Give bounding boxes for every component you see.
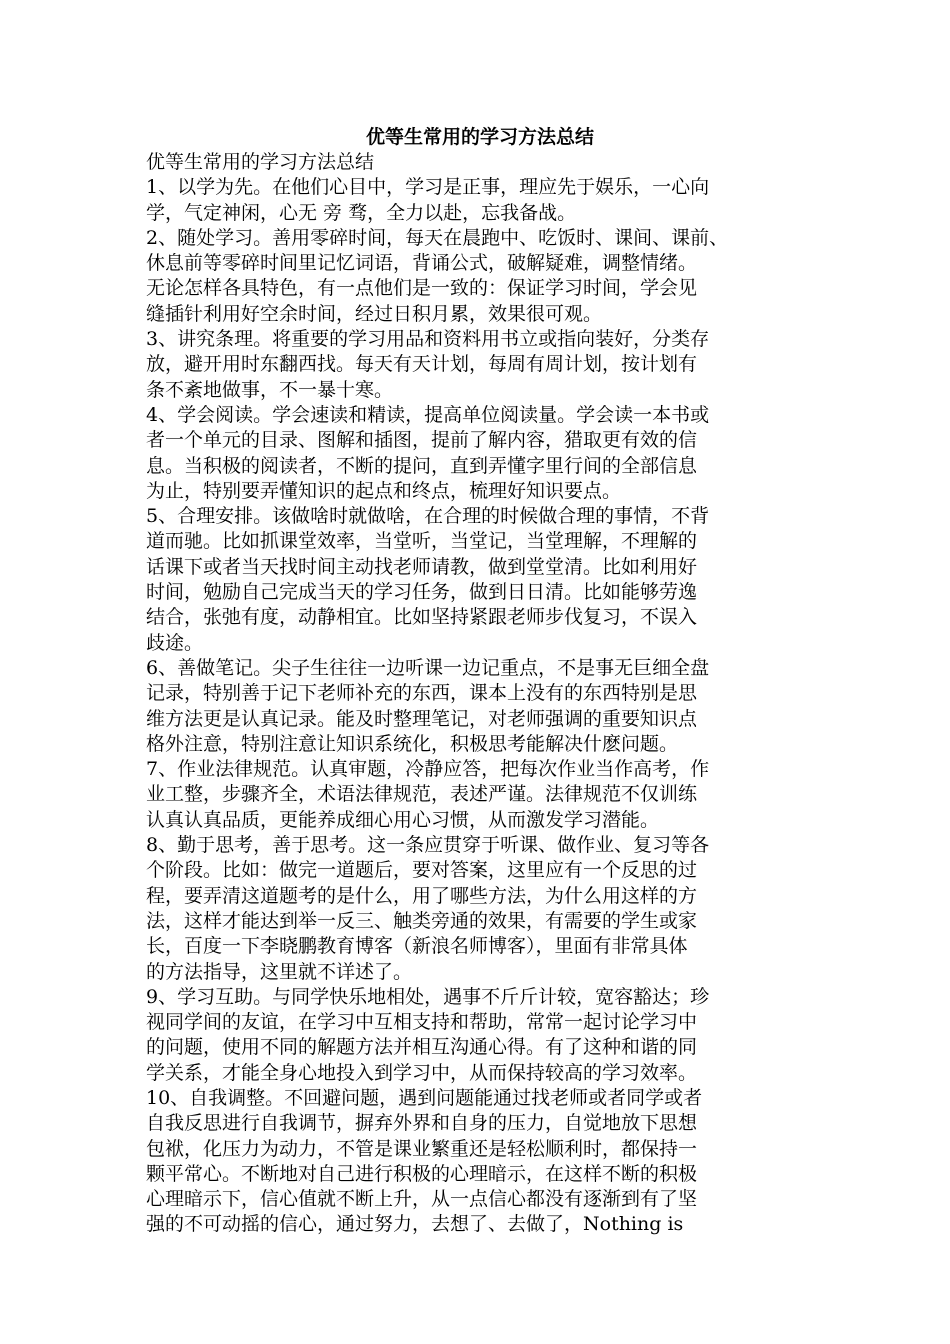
- body-line: 视同学间的友谊，在学习中互相支持和帮助，常常一起讨论学习中: [146, 1011, 698, 1034]
- document-page: [146, 124, 814, 1238]
- body-line: 学关系，才能全身心地投入到学习中，从而保持较高的学习效率。: [146, 1061, 698, 1084]
- body-line: 5、合理安排。该做啥时就做啥，在合理的时候做合理的事情，不背: [146, 505, 710, 528]
- body-line: 2、随处学习。善用零碎时间，每天在晨跑中、吃饭时、课间、课前、: [146, 226, 729, 249]
- body-line: 者一个单元的目录、图解和插图，提前了解内容，猎取更有效的信: [146, 429, 698, 452]
- body-line: 的方法指导，这里就不详述了。: [146, 960, 413, 983]
- body-line: 无论怎样各具特色，有一点他们是一致的：保证学习时间，学会见: [146, 277, 698, 300]
- body-line: 记录，特别善于记下老师补充的东西，课本上没有的东西特别是思: [146, 682, 698, 705]
- body-line: 10、自我调整。不回避问题，遇到问题能通过找老师或者同学或者: [146, 1086, 703, 1109]
- document-body: [146, 150, 814, 1238]
- body-line: 8、勤于思考，善于思考。这一条应贯穿于听课、做作业、复习等各: [146, 834, 710, 857]
- body-line: 时间，勉励自己完成当天的学习任务，做到日日清。比如能够劳逸: [146, 581, 698, 604]
- body-line: 缝插针利用好空余时间，经过日积月累，效果很可观。: [146, 302, 603, 325]
- body-line: 业工整，步骤齐全，术语法律规范，表述严谨。法律规范不仅训练: [146, 783, 698, 806]
- body-line: 1、以学为先。在他们心目中，学习是正事，理应先于娱乐，一心向: [146, 176, 710, 199]
- body-line: 6、善做笔记。尖子生往往一边听课一边记重点，不是事无巨细全盘: [146, 656, 710, 679]
- body-line: 休息前等零碎时间里记忆词语，背诵公式，破解疑难，调整情绪。: [146, 252, 698, 275]
- body-line: 程，要弄清这道题考的是什么，用了哪些方法，为什么用这样的方: [146, 884, 698, 907]
- body-line: 维方法更是认真记录。能及时整理笔记，对老师强调的重要知识点: [146, 707, 698, 730]
- body-line: 心理暗示下，信心值就不断上升，从一点信心都没有逐渐到有了坚: [146, 1188, 698, 1211]
- body-line: 强的不可动摇的信心，通过努力，去想了、去做了，Nothing is: [146, 1213, 684, 1236]
- body-line: 优等生常用的学习方法总结: [146, 151, 375, 173]
- body-line: 颗平常心。不断地对自己进行积极的心理暗示，在这样不断的积极: [146, 1162, 698, 1185]
- body-line: 息。当积极的阅读者，不断的提问，直到弄懂字里行间的全部信息: [146, 454, 698, 477]
- body-line: 3、讲究条理。将重要的学习用品和资料用书立或指向装好，分类存: [146, 328, 710, 351]
- body-line: 学，气定神闲，心无 旁 骛，全力以赴，忘我备战。: [146, 201, 577, 224]
- body-line: 为止，特别要弄懂知识的起点和终点，梳理好知识要点。: [146, 479, 622, 502]
- body-line: 自我反思进行自我调节，摒弃外界和自身的压力，自觉地放下思想: [146, 1112, 698, 1135]
- body-line: 放，避开用时东翻西找。每天有天计划，每周有周计划，按计划有: [146, 353, 698, 376]
- body-line: 法，这样才能达到举一反三、触类旁通的效果，有需要的学生或家: [146, 909, 698, 932]
- body-line: 认真认真品质，更能养成细心用心习惯，从而激发学习潜能。: [146, 808, 660, 831]
- body-line: 话课下或者当天找时间主动找老师请教，做到堂堂清。比如利用好: [146, 555, 698, 578]
- body-line: 个阶段。比如：做完一道题后，要对答案，这里应有一个反思的过: [146, 859, 698, 882]
- document-title: 优等生常用的学习方法总结: [365, 126, 594, 148]
- body-line: 条不紊地做事，不一暴十寒。: [146, 378, 394, 401]
- body-line: 格外注意，特别注意让知识系统化，积极思考能解决什麽问题。: [146, 732, 679, 755]
- body-line: 歧途。: [146, 631, 204, 654]
- body-line: 7、作业法律规范。认真审题，冷静应答，把每次作业当作高考，作: [146, 758, 710, 781]
- body-line: 4、学会阅读。学会速读和精读，提高单位阅读量。学会读一本书或: [146, 403, 710, 426]
- body-line: 9、学习互助。与同学快乐地相处，遇事不斤斤计较，宽容豁达；珍: [146, 985, 710, 1008]
- body-line: 长，百度一下李晓鹏教育博客（新浪名师博客），里面有非常具体: [146, 935, 688, 958]
- body-line: 结合，张弛有度，动静相宜。比如坚持紧跟老师步伐复习，不误入: [146, 606, 698, 629]
- body-line: 道而驰。比如抓课堂效率，当堂听，当堂记，当堂理解，不理解的: [146, 530, 698, 553]
- body-line: 的问题，使用不同的解题方法并相互沟通心得。有了这种和谐的同: [146, 1036, 698, 1059]
- body-line: 包袱，化压力为动力，不管是课业繁重还是轻松顺利时，都保持一: [146, 1137, 698, 1160]
